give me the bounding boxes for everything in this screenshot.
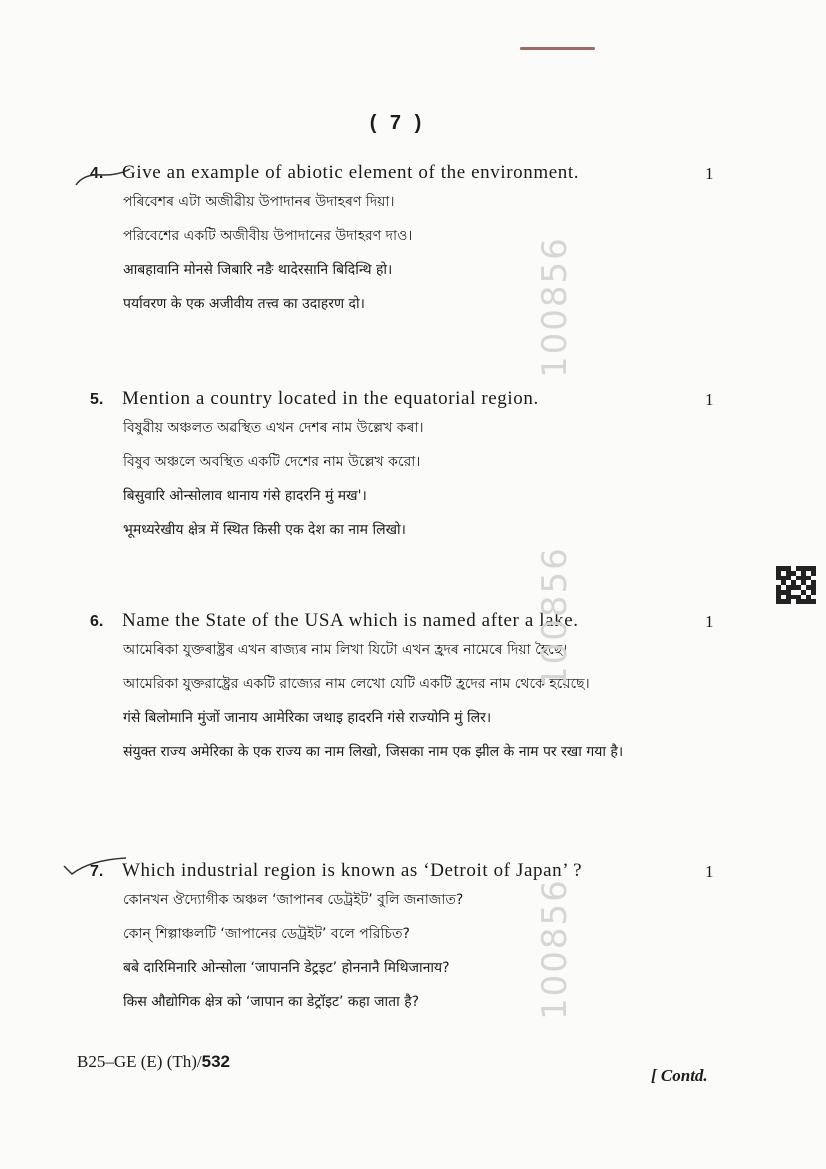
paper-code-text: B25–GE (E) (Th)/ (77, 1052, 202, 1071)
question-text-english: Give an example of abiotic element of the environment. (122, 162, 580, 183)
question-7 (90, 860, 730, 1013)
translation-bengali: পরিবেশের একটি অজীবীয় উপাদানের উদাহরণ দাও। (123, 228, 413, 244)
paper-code-number: 532 (201, 1052, 231, 1071)
question-text-english: Which industrial region is known as ‘Detroit of Japan’ ? (122, 860, 583, 881)
translation-bodo: आबहावानि मोनसे जिबारि नङै थादेरसानि बिदिन्थि हो। (123, 262, 393, 278)
translation-assamese: বিষুৱীয় অঞ্চলত অৱস্থিত এখন দেশৰ নাম উল্লেখ কৰা। (123, 420, 424, 436)
translation-assamese: কোনখন ঔদ্যোগীক অঞ্চল ‘জাপানৰ ডেট্ৰইট’ বুলি জনাজাত? (123, 892, 464, 908)
question-5 (90, 388, 730, 541)
question-number: 4. (90, 165, 104, 182)
top-ink-mark (520, 47, 595, 50)
translation-assamese: আমেৰিকা যুক্তৰাষ্ট্ৰৰ এখন ৰাজ্যৰ নাম লিখা যিটো এখন হ্ৰদৰ নামেৰে দিয়া হৈছে। (123, 642, 568, 658)
question-marks: 1 (705, 390, 714, 409)
translation-assamese: পৰিবেশৰ এটা অজীৱীয় উপাদানৰ উদাহৰণ দিয়া। (123, 194, 395, 210)
qr-code-icon (776, 566, 816, 604)
pen-tick-mark (60, 852, 130, 880)
translation-bengali: বিষুব অঞ্চলে অবস্থিত একটি দেশের নাম উল্লেখ করো। (123, 454, 421, 470)
page-number: ( 7 ) (369, 112, 426, 134)
translation-hindi: भूमध्यरेखीय क्षेत्र में स्थित किसी एक देश का नाम लिखो। (123, 522, 406, 538)
watermark-number: 100856 (535, 236, 575, 378)
question-number: 7. (90, 863, 104, 880)
translation-bodo: गंसे बिलोमानि मुंजों जानाय आमेरिका जथाइ हादरनि गंसे राज्योनि मुं लिर। (123, 710, 492, 726)
continued-label: [ Contd. (651, 1066, 708, 1085)
question-6 (90, 610, 730, 763)
translation-bodo: बबे दारिमिनारि ओन्सोला ‘जापाननि डेट्रइट’ होननानै मिथिजानाय? (123, 960, 450, 976)
question-marks: 1 (705, 862, 714, 881)
question-marks: 1 (705, 612, 714, 631)
translation-bodo: बिसुवारि ओन्सोलाव थानाय गंसे हादरनि मुं मख'। (123, 488, 367, 504)
translation-bengali: আমেরিকা যুক্তরাষ্ট্রের একটি রাজ্যের নাম লেখো যেটি একটি হ্রদের নাম থেকে হয়েছে। (123, 676, 590, 692)
question-text-english: Name the State of the USA which is named after a lake. (122, 610, 579, 631)
translation-hindi: संयुक्त राज्य अमेरिका के एक राज्य का नाम लिखो, जिसका नाम एक झील के नाम पर रखा गया है। (123, 744, 624, 760)
watermark-number: 100856 (535, 878, 575, 1020)
paper-code (77, 1052, 230, 1072)
translation-hindi: पर्यावरण के एक अजीवीय तत्त्व का उदाहरण दो। (123, 296, 365, 312)
question-number: 5. (90, 391, 104, 408)
translation-hindi: किस औद्योगिक क्षेत्र को ‘जापान का डेट्रॉइट’ कहा जाता है? (123, 994, 420, 1010)
question-4 (90, 162, 730, 315)
pen-tick-mark (74, 165, 134, 189)
question-text-english: Mention a country located in the equatorial region. (122, 388, 539, 409)
question-marks: 1 (705, 164, 714, 183)
question-number: 6. (90, 613, 104, 630)
translation-bengali: কোন্ শিল্পাঞ্চলটি ‘জাপানের ডেট্রইট’ বলে পরিচিত? (123, 926, 410, 942)
watermark-number: 100856 (535, 546, 575, 688)
